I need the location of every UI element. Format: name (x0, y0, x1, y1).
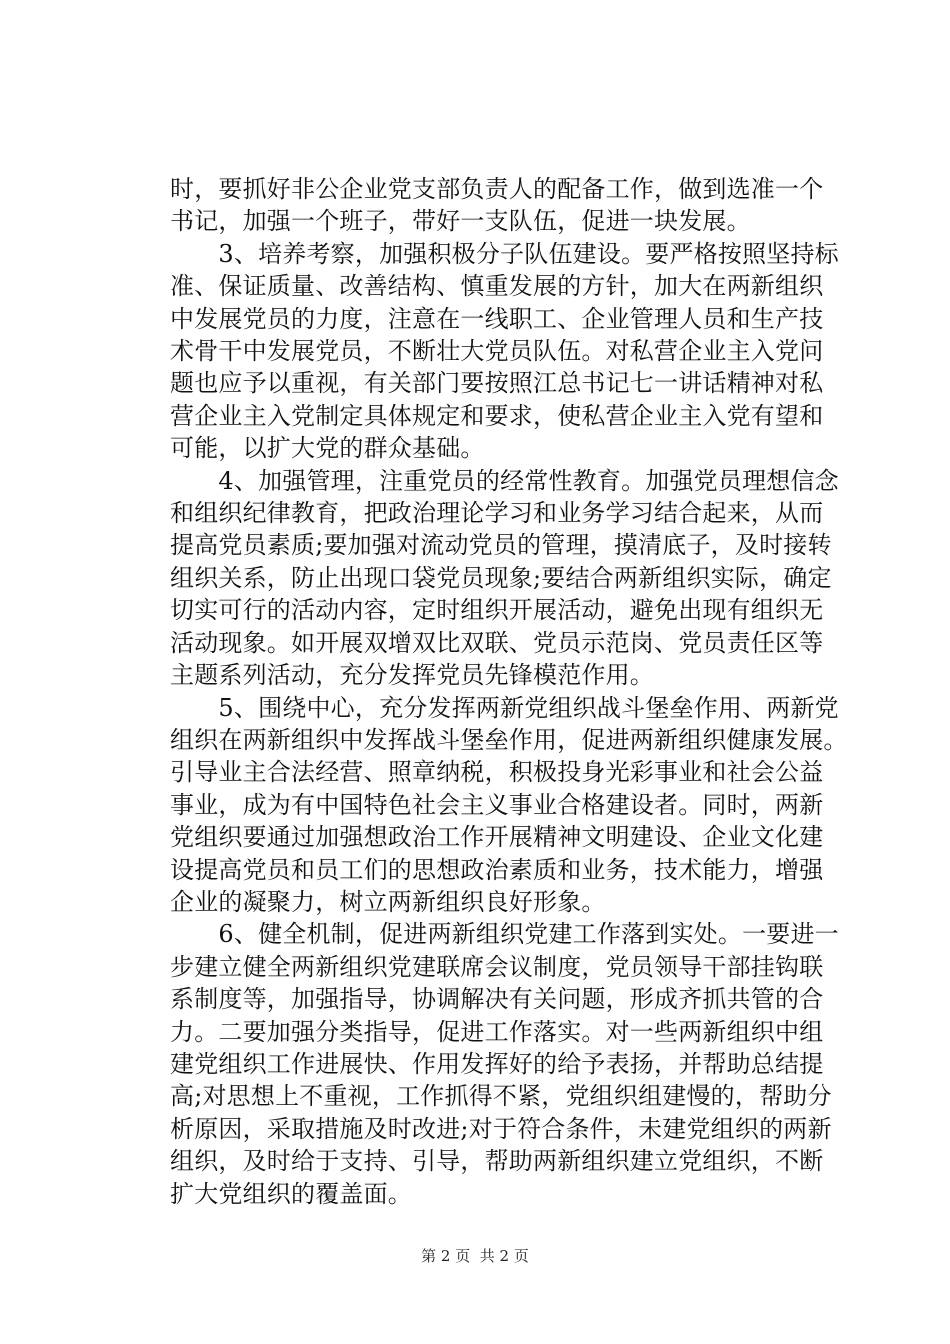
paragraph-continuation (170, 173, 870, 238)
text-line: 扩大党组织的覆盖面。 (170, 1179, 412, 1208)
text-line: 6、健全机制，促进两新组织党建工作落到实处。一要进一 (170, 920, 839, 949)
paragraph-item-4 (170, 465, 870, 692)
text-line: 事业，成为有中国特色社会主义事业合格建设者。同时，两新 (170, 790, 824, 819)
paragraph-item-6 (170, 918, 870, 1210)
text-line: 企业的凝聚力，树立两新组织良好形象。 (170, 887, 606, 916)
text-line: 术骨干中发展党员，不断壮大党员队伍。对私营企业主入党问 (170, 337, 824, 366)
text-line: 力。二要加强分类指导，促进工作落实。对一些两新组织中组 (170, 1017, 824, 1046)
text-line: 主题系列活动，充分发挥党员先锋模范作用。 (170, 661, 654, 690)
text-line: 高;对思想上不重视，工作抓得不紧，党组织组建慢的，帮助分 (170, 1082, 832, 1111)
text-line: 中发展党员的力度，注意在一线职工、企业管理人员和生产技 (170, 304, 824, 333)
text-line: 组织，及时给于支持、引导，帮助两新组织建立党组织，不断 (170, 1147, 824, 1176)
text-line: 3、培养考察，加强积极分子队伍建设。要严格按照坚持标 (170, 239, 839, 268)
text-line: 书记，加强一个班子，带好一支队伍，促进一块发展。 (170, 207, 751, 236)
text-line: 组织在两新组织中发挥战斗堡垒作用，促进两新组织健康发展。 (170, 725, 848, 754)
text-line: 可能，以扩大党的群众基础。 (170, 434, 485, 463)
text-line: 引导业主合法经营、照章纳税，积极投身光彩事业和社会公益 (170, 758, 824, 787)
text-line: 和组织纪律教育，把政治理论学习和业务学习结合起来，从而 (170, 499, 824, 528)
document-body (170, 173, 870, 1210)
text-line: 步建立健全两新组织党建联席会议制度，党员领导干部挂钩联 (170, 952, 824, 981)
text-line: 时，要抓好非公企业党支部负责人的配备工作，做到选准一个 (170, 175, 824, 203)
text-line: 提高党员素质;要加强对流动党员的管理，摸清底子，及时接转 (170, 531, 832, 560)
text-line: 建党组织工作进展快、作用发挥好的给予表扬，并帮助总结提 (170, 1049, 824, 1078)
text-line: 5、围绕中心，充分发挥两新党组织战斗堡垒作用、两新党 (170, 693, 839, 722)
text-line: 营企业主入党制定具体规定和要求，使私营企业主入党有望和 (170, 401, 824, 430)
page-number-footer: 第 2 页 共 2 页 (421, 1247, 529, 1265)
text-line: 系制度等，加强指导，协调解决有关问题，形成齐抓共管的合 (170, 985, 824, 1014)
paragraph-item-3 (170, 238, 870, 465)
text-line: 党组织要通过加强想政治工作开展精神文明建设、企业文化建 (170, 823, 824, 852)
text-line: 设提高党员和员工们的思想政治素质和业务，技术能力，增强 (170, 855, 824, 884)
text-line: 题也应予以重视，有关部门要按照江总书记七一讲话精神对私 (170, 369, 824, 398)
text-line: 组织关系，防止出现口袋党员现象;要结合两新组织实际，确定 (170, 563, 832, 592)
paragraph-item-5 (170, 692, 870, 919)
text-line: 析原因，采取措施及时改进;对于符合条件，未建党组织的两新 (170, 1114, 832, 1143)
text-line: 4、加强管理，注重党员的经常性教育。加强党员理想信念 (170, 466, 839, 495)
text-line: 准、保证质量、改善结构、慎重发展的方针，加大在两新组织 (170, 272, 824, 301)
text-line: 活动现象。如开展双增双比双联、党员示范岗、党员责任区等 (170, 628, 824, 657)
text-line: 切实可行的活动内容，定时组织开展活动，避免出现有组织无 (170, 596, 824, 625)
